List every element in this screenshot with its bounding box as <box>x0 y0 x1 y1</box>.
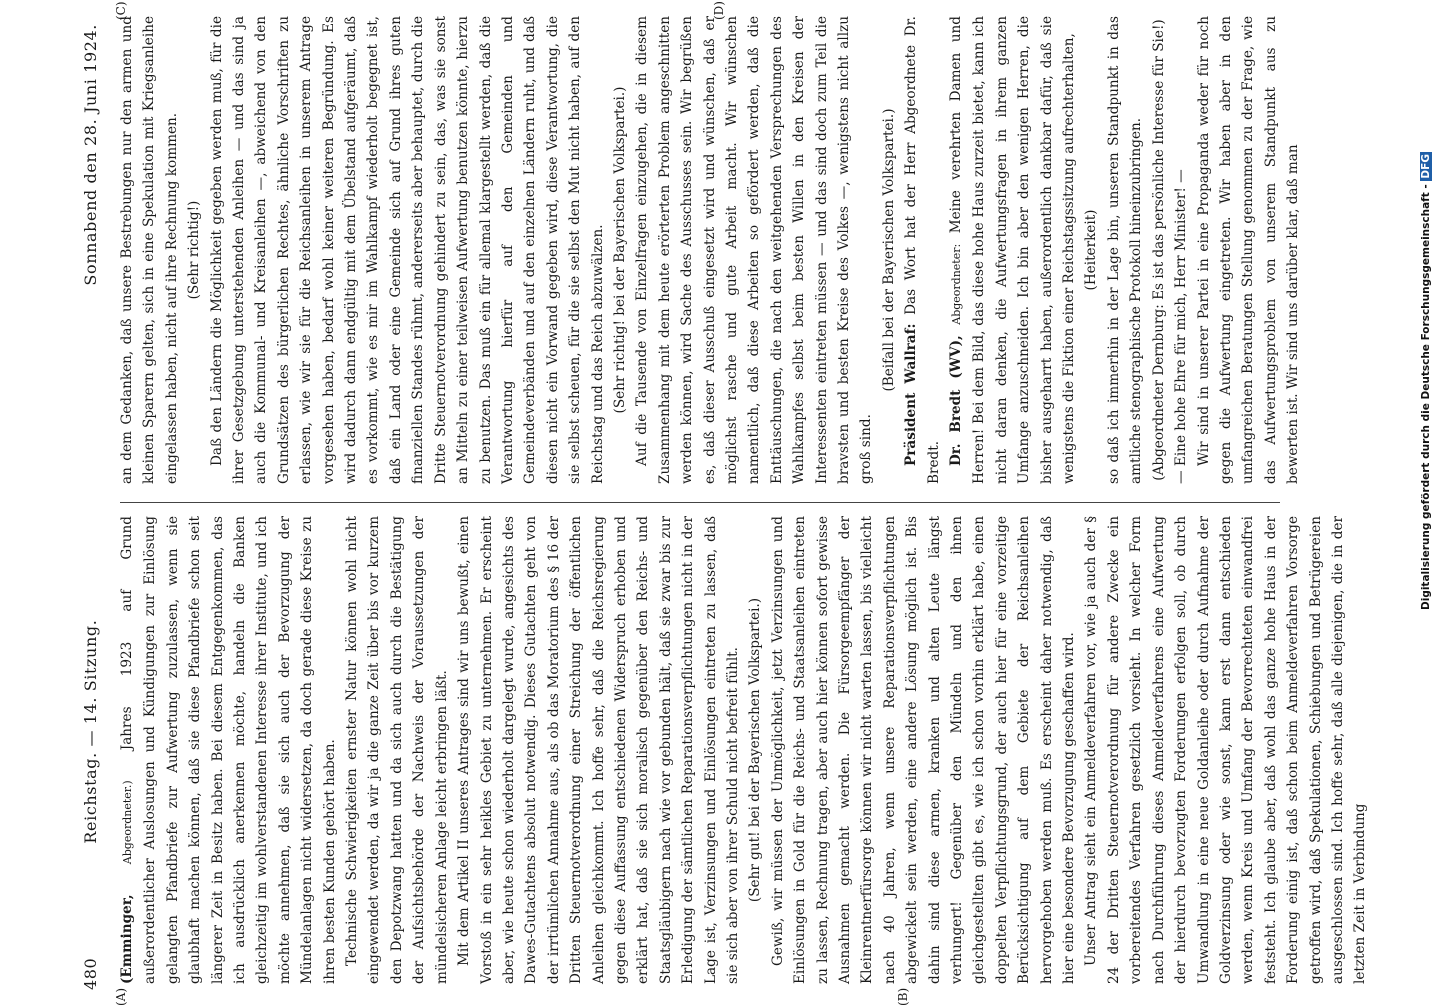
session-title: Reichstag. — 14. Sitzung. <box>81 619 100 844</box>
interjection: (Heiterkeit) <box>1083 209 1100 291</box>
speaker-name: (Emminger, <box>119 894 135 984</box>
right-paragraph-1: an dem Gedanken, daß unsere Bestrebungen nur den armen und kleinen Sparern gelten, sich in eine Spekulation mit Kriegsanleihe eingelassen haben, nicht auf ihre Rechnung kommen. <box>119 16 180 484</box>
margin-mark-a: (A) <box>114 987 128 1006</box>
paragraph-text: Meine verehrten Damen und Herren! Bei dem Bild, das diese hohe Haus zurzeit bietet, kann ich nicht daran denken, die Aufwertungsfragen in ihrem ganzen Umfange anzuschneiden. Ich bin aber den wenigen Herren, die bisher ausgeharrt haben, außerordentlich dankbar dafür, daß sie wenigstens die Fiktion einer Reichstagssitzung aufrechterhalten, <box>948 16 1078 484</box>
interjection: (Sehr richtig!) <box>186 200 203 300</box>
running-head <box>80 24 110 990</box>
speaker-name: Dr. Bredt (WV), <box>948 335 965 466</box>
right-paragraph-2: Daß den Ländern die Möglichkeit gegeben werden muß, für die ihrer Gesetzgebung unterstehenden Anleihen — und das sind ja auch die Kommunal- und Kreisanleihen —, abweichend von den Grundsätzen des bürgerlichen Rechtes, ähnliche Vorschriften zu erlassen, wie wir sie für die Reichsanleihen in unserem Antrage vorgesehen haben, bedarf wohl keiner weiteren Begründung. Es wird dadurch dann endgültig mit dem Übelstand aufgeräumt, daß es vorkommt, wie es mir im Wahlkampf wiederholt begegnet ist, daß ein Land oder eine Gemeinde sich auf Grund ihres guten finanziellen Standes rühmt, andererseits aber behauptet, durch die Dritte Steuernotverordnung gehindert zu sein, das, was sie sonst an Mitteln zu einer teilweisen Aufwertung benutzen könnte, hierzu zu benutzen. Das muß ein für allemal klargestellt werden, daß die Verantwortung hierfür auf den Gemeinden und Gemeindeverbänden und auf den einzelnen Ländern ruht, und daß diesen nicht ein Vorwand gegeben wird, diese Verantwortung, die sie selbst scheuen, für die sie selbst den Mut nicht haben, auf den Reichstag und das Reich abzuwälzen. <box>208 16 606 484</box>
credit-text <box>1420 10 1434 610</box>
left-paragraph-4: Gewiß, wir müssen der Unmöglichkeit, jetzt Verzinsungen und Einlösungen in Gold für die Reichs- und Staatsanleihen eintreten zu lassen, Rechnung tragen, aber auch hier können sofort gewisse Ausnahmen gemacht werden. Die Fürsorgeempfänger der Kleinrentnerfürsorge können wir nicht warten lassen, bis vielleicht nach 40 Jahren, wenn unsere Reparationsverpflichtungen abgewickelt sein werden, eine andere Lösung möglich ist. Bis dahin sind diese armen, kranken und alten Leute längst verhungert! Gegenüber den Mündeln und den ihnen gleichgestellten gibt es, wie ich schon vorhin erklärt habe, einen doppelten Verpflichtungsgrund, der auch hier für eine vorzeitige Berücksichtigung auf dem Gebiete der Reichsanleihen hervorgehoben werden muß. Es erscheint daher notwendig, daß hier eine besondere Bevorzugung geschaffen wird. <box>769 516 1078 984</box>
bredt-speech <box>945 16 1080 484</box>
right-paragraph-5: — Eine hohe Ehre für mich, Herr Minister! — <box>1173 169 1190 484</box>
digitization-credit <box>1420 10 1434 610</box>
left-paragraph-1 <box>116 516 341 984</box>
president-statement <box>900 16 945 484</box>
speaker-role: Abgeordneter.) <box>121 780 134 865</box>
paragraph-text: Das Wort hat der Herr Abgeordnete Dr. Bredt. <box>903 16 942 484</box>
dfg-logo: DFG <box>1420 154 1432 179</box>
right-paragraph-4: so daß ich immerhin in der Lage bin, unseren Standpunkt in das amtliche stenographische Protokoll hineinzubringen. <box>1105 16 1145 484</box>
right-paragraph-6: Wir sind in unserer Partei in eine Propaganda weder für noch gegen die Aufwertung eingetreten. Wir haben aber in den umfangreichen Beratungen Stellung genommen zu der Frage, wie das Aufwertungsproblem von unserem Standpunkt aus zu bewerten ist. Wir sind uns darüber klar, daß man <box>1195 16 1302 484</box>
right-paragraph-3: Auf die Tausende von Einzelfragen einzugehen, die in diesem Zusammenhang mit dem heute erörterten Problem angeschnitten werden können, wird Sache des Ausschusses sein. Wir begrüßen es, daß dieser Ausschuß eingesetzt wird und wünschen, daß er möglichst rasche und gute Arbeit macht. Wir wünschen namentlich, daß diese Arbeiten so gefördert werden, daß die Enttäuschungen, die nach den weitgehenden Versprechungen des Wahlkampfes selbst beim besten Willen in den Kreisen der Interessenten eintreten müssen — und das sind doch zum Teil die bravsten und besten Kreise des Volkes —, wenigstens nicht allzu groß sind. <box>634 16 875 484</box>
margin-mark-b: (B) <box>896 987 910 1006</box>
interjection: (Sehr richtig! bei der Bayerischen Volkspartei.) <box>611 86 628 414</box>
left-paragraph-5: Unser Antrag sieht ein Anmeldeverfahren vor, wie ja auch der § 24 der Dritten Steuernotverordnung für andere Zwecke ein vorbereitendes Verfahren gesetzlich vorsieht. In welcher Form nach Durchführung dieses Anmeldeverfahrens eine Aufwertung der hierdurch bevorzugten Forderungen erfolgen soll, ob durch Umwandlung in eine neue Goldanleihe oder durch Aufnahme der Goldverzinsung oder wie sonst, kann erst dann entschieden werden, wenn Kreis und Umfang der Bevorrechteten einwandfrei feststeht. Ich glaube aber, daß wohl das ganze hohe Haus in der Forderung einig ist, daß schon beim Anmeldeverfahren Vorsorge getroffen wird, daß Spekulationen, Schiebungen und Betrügereien ausgeschlossen sind. Ich hoffe sehr, daß alle diejenigen, die in der letzten Zeit in Verbindung <box>1083 516 1369 984</box>
column-divider <box>120 502 1280 503</box>
right-column <box>116 16 1302 484</box>
left-paragraph-2: Technische Schwierigkeiten ernster Natur können wohl nicht eingewendet werden, da wir ja die ganze Zeit über bis vor kurzem den Depotzwang hatten und da sich auch durch die Bestätigung der Aufsichtsbehörde der Nachweis der Voraussetzungen der mündelsicheren Anlage leicht erbringen läßt. <box>344 516 450 984</box>
margin-mark-d: (D) <box>712 1 726 20</box>
session-date: Sonnabend den 28. Juni 1924. <box>81 24 100 286</box>
credit-label: Digitalisierung gefördert durch die Deutsche Forschungsgemeinschaft - <box>1420 184 1432 610</box>
interjection: (Beifall bei der Bayerischen Volkspartei.) <box>880 108 897 392</box>
paragraph-text: Jahres 1923 auf Grund außerordentlicher Auslosungen und Kündigungen zur Einlösung gelangten Pfandbriefe zur Aufwertung zuzulassen, wenn sie glaubhaft machen können, daß sie diese Pfandbriefe schon seit längerer Zeit in Besitz haben. Bei diesem Entgegenkommen, das ich ausdrücklich anerkennen möchte, handeln die Banken gleichzeitig im wohlverstandenen Interesse ihrer Institute, und ich möchte annehmen, daß sie sich auch der Bevorzugung der Mündelanlagen nicht widersetzen, da doch gerade diese Kreise zu ihren besten Kunden gehört haben. <box>119 516 338 984</box>
president-name: Präsident Wallraf: <box>903 323 920 466</box>
margin-mark-c: (C) <box>114 1 128 20</box>
page-number: 480 <box>81 957 100 990</box>
speaker-role: Abgeordneter: <box>950 243 964 325</box>
interjection: (Abgeordneter Dernburg: Es ist das persönliche Interesse für Sie!) <box>1150 19 1167 481</box>
left-column <box>116 516 1369 984</box>
left-paragraph-3: Mit dem Artikel II unseres Antrages sind wir uns bewußt, einen Vorstoß in ein sehr heikles Gebiet zu unternehmen. Er erscheint aber, wie heute schon wiederholt dargelegt wurde, angesichts des Dawes-Gutachtens absolut notwendig. Dieses Gutachten geht von der irrtümlichen Annahme aus, als ob das Moratorium des § 16 der Dritten Steuernotverordnung einer Streichung der öffentlichen Anleihen gleichkommt. Ich hoffe sehr, daß die Reichsregierung gegen diese Auffassung entschiedenen Widerspruch erhoben und erklärt hat, daß sie sich moralisch gegenüber den Reichs- und Staatsgläubigern nach wie vor gebunden hält, daß sie zwar bis zur Erledigung der sämtlichen Reparationsverpflichtungen nicht in der Lage ist, Verzinsungen und Einlösungen eintreten zu lassen, daß sie sich aber von ihrer Schuld nicht befreit fühlt. <box>456 516 741 984</box>
interjection: (Sehr gut! bei der Bayerischen Volkspartei.) <box>747 597 764 903</box>
document-page <box>80 0 1369 1006</box>
